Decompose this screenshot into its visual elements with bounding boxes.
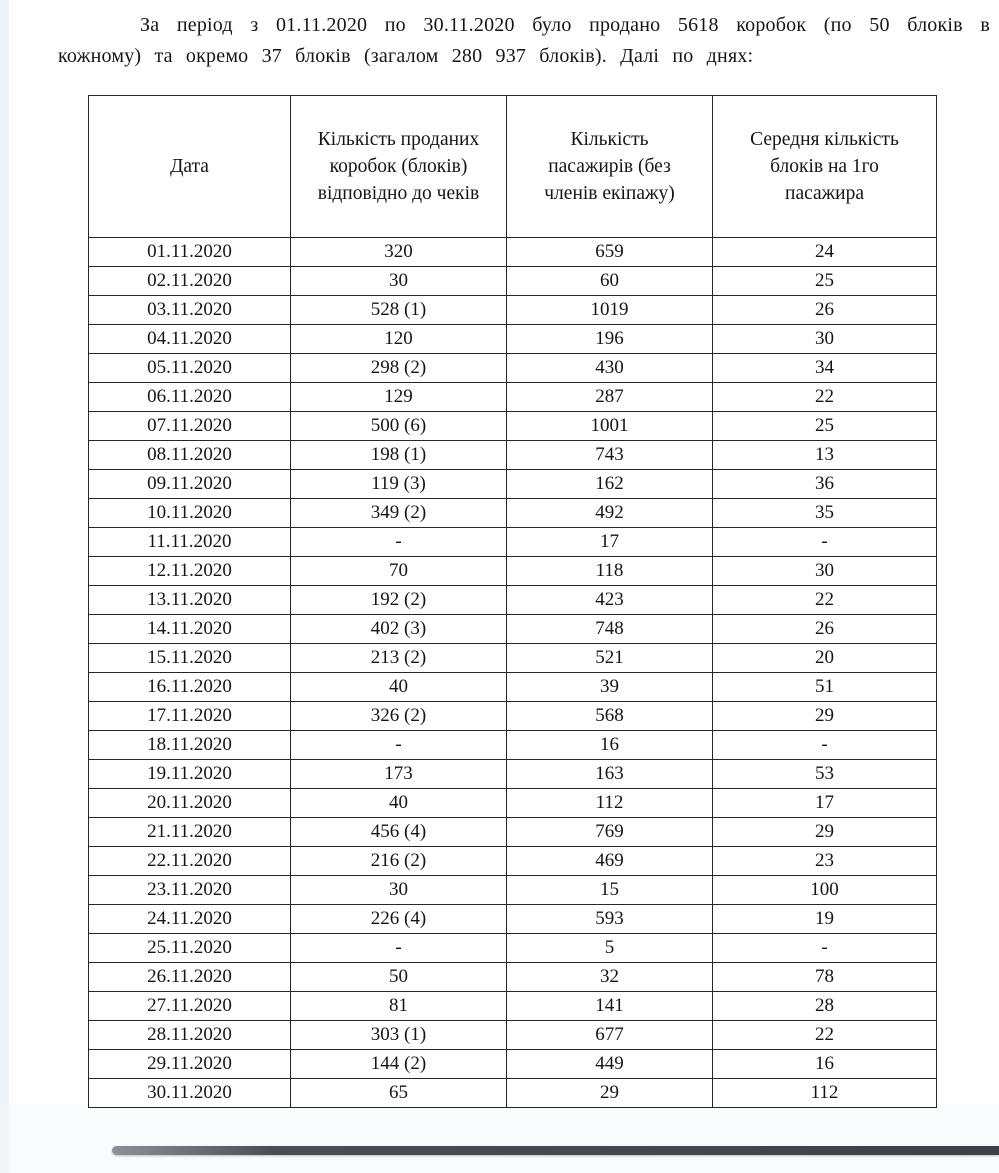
table-body (89, 238, 937, 1108)
table-row (89, 383, 937, 412)
boxes-cell: - (291, 528, 507, 557)
header-passengers: Кількість пасажирів (без членів екіпажу) (507, 96, 713, 238)
passengers-cell: 769 (507, 818, 713, 847)
boxes-cell: 213 (2) (291, 644, 507, 673)
header-boxes-sold: Кількість проданих коробок (блоків) відповідно до чеків (291, 96, 507, 238)
passengers-cell: 5 (507, 934, 713, 963)
avg-cell: 23 (713, 847, 937, 876)
avg-cell: 25 (713, 412, 937, 441)
date-cell: 10.11.2020 (89, 499, 291, 528)
avg-cell: 30 (713, 325, 937, 354)
boxes-cell: 216 (2) (291, 847, 507, 876)
boxes-cell: 40 (291, 789, 507, 818)
date-cell: 02.11.2020 (89, 267, 291, 296)
date-cell: 07.11.2020 (89, 412, 291, 441)
date-cell: 28.11.2020 (89, 1021, 291, 1050)
table-row (89, 325, 937, 354)
boxes-cell: 120 (291, 325, 507, 354)
passengers-cell: 15 (507, 876, 713, 905)
date-cell: 18.11.2020 (89, 731, 291, 760)
avg-cell: 28 (713, 992, 937, 1021)
date-cell: 14.11.2020 (89, 615, 291, 644)
table-row (89, 528, 937, 557)
passengers-cell: 29 (507, 1079, 713, 1108)
boxes-cell: 30 (291, 267, 507, 296)
passengers-cell: 287 (507, 383, 713, 412)
boxes-cell: 298 (2) (291, 354, 507, 383)
avg-cell: 100 (713, 876, 937, 905)
scan-edge-bar-artifact (112, 1146, 999, 1155)
boxes-cell: 40 (291, 673, 507, 702)
table-row (89, 296, 937, 325)
table-row (89, 644, 937, 673)
date-cell: 03.11.2020 (89, 296, 291, 325)
passengers-cell: 32 (507, 963, 713, 992)
passengers-cell: 521 (507, 644, 713, 673)
table-row (89, 412, 937, 441)
avg-cell: 16 (713, 1050, 937, 1079)
boxes-cell: - (291, 731, 507, 760)
table-row (89, 499, 937, 528)
passengers-cell: 141 (507, 992, 713, 1021)
passengers-cell: 39 (507, 673, 713, 702)
date-cell: 20.11.2020 (89, 789, 291, 818)
table-row (89, 673, 937, 702)
passengers-cell: 492 (507, 499, 713, 528)
intro-paragraph: За період з 01.11.2020 по 30.11.2020 було продано 5618 коробок (по 50 блоків в кожному) та окремо 37 блоків (загалом 280 937 блоків). Далі по днях: (58, 14, 990, 67)
avg-cell: - (713, 731, 937, 760)
avg-cell: 19 (713, 905, 937, 934)
avg-cell: 20 (713, 644, 937, 673)
passengers-cell: 196 (507, 325, 713, 354)
passengers-cell: 743 (507, 441, 713, 470)
date-cell: 06.11.2020 (89, 383, 291, 412)
table-row (89, 1050, 937, 1079)
date-cell: 13.11.2020 (89, 586, 291, 615)
boxes-cell: 50 (291, 963, 507, 992)
passengers-cell: 17 (507, 528, 713, 557)
date-cell: 25.11.2020 (89, 934, 291, 963)
table-row (89, 470, 937, 499)
table-row (89, 702, 937, 731)
boxes-cell: 198 (1) (291, 441, 507, 470)
boxes-cell: 70 (291, 557, 507, 586)
table-row (89, 876, 937, 905)
boxes-cell: 173 (291, 760, 507, 789)
avg-cell: 34 (713, 354, 937, 383)
table-row (89, 354, 937, 383)
passengers-cell: 469 (507, 847, 713, 876)
avg-cell: 22 (713, 1021, 937, 1050)
passengers-cell: 677 (507, 1021, 713, 1050)
avg-cell: 35 (713, 499, 937, 528)
date-cell: 21.11.2020 (89, 818, 291, 847)
passengers-cell: 430 (507, 354, 713, 383)
boxes-cell: 65 (291, 1079, 507, 1108)
header-average-per-passenger: Середня кількість блоків на 1го пасажира (713, 96, 937, 238)
date-cell: 22.11.2020 (89, 847, 291, 876)
passengers-cell: 593 (507, 905, 713, 934)
passengers-cell: 118 (507, 557, 713, 586)
date-cell: 17.11.2020 (89, 702, 291, 731)
boxes-cell: 326 (2) (291, 702, 507, 731)
passengers-cell: 60 (507, 267, 713, 296)
table-row (89, 818, 937, 847)
passengers-cell: 162 (507, 470, 713, 499)
boxes-cell: - (291, 934, 507, 963)
passengers-cell: 112 (507, 789, 713, 818)
avg-cell: 22 (713, 586, 937, 615)
avg-cell: 24 (713, 238, 937, 267)
boxes-cell: 528 (1) (291, 296, 507, 325)
avg-cell: 78 (713, 963, 937, 992)
boxes-cell: 320 (291, 238, 507, 267)
boxes-cell: 500 (6) (291, 412, 507, 441)
table-row (89, 760, 937, 789)
table-row (89, 615, 937, 644)
table-header (89, 96, 937, 238)
header-row (89, 96, 937, 238)
table-row (89, 267, 937, 296)
avg-cell: 26 (713, 296, 937, 325)
date-cell: 30.11.2020 (89, 1079, 291, 1108)
passengers-cell: 568 (507, 702, 713, 731)
table-row (89, 847, 937, 876)
boxes-cell: 349 (2) (291, 499, 507, 528)
passengers-cell: 423 (507, 586, 713, 615)
passengers-cell: 748 (507, 615, 713, 644)
avg-cell: - (713, 934, 937, 963)
header-date: Дата (89, 96, 291, 238)
avg-cell: 29 (713, 702, 937, 731)
table-row (89, 1021, 937, 1050)
date-cell: 12.11.2020 (89, 557, 291, 586)
passengers-cell: 449 (507, 1050, 713, 1079)
date-cell: 23.11.2020 (89, 876, 291, 905)
date-cell: 05.11.2020 (89, 354, 291, 383)
table-row (89, 934, 937, 963)
daily-sales-table (88, 95, 937, 1108)
boxes-cell: 30 (291, 876, 507, 905)
date-cell: 11.11.2020 (89, 528, 291, 557)
date-cell: 24.11.2020 (89, 905, 291, 934)
boxes-cell: 81 (291, 992, 507, 1021)
date-cell: 15.11.2020 (89, 644, 291, 673)
passengers-cell: 1019 (507, 296, 713, 325)
boxes-cell: 226 (4) (291, 905, 507, 934)
passengers-cell: 163 (507, 760, 713, 789)
table-row (89, 963, 937, 992)
avg-cell: 51 (713, 673, 937, 702)
avg-cell: 13 (713, 441, 937, 470)
boxes-cell: 303 (1) (291, 1021, 507, 1050)
avg-cell: 30 (713, 557, 937, 586)
date-cell: 19.11.2020 (89, 760, 291, 789)
passengers-cell: 1001 (507, 412, 713, 441)
avg-cell: 53 (713, 760, 937, 789)
table-row (89, 1079, 937, 1108)
avg-cell: 26 (713, 615, 937, 644)
date-cell: 08.11.2020 (89, 441, 291, 470)
table-row (89, 992, 937, 1021)
table-row (89, 586, 937, 615)
passengers-cell: 16 (507, 731, 713, 760)
date-cell: 27.11.2020 (89, 992, 291, 1021)
avg-cell: 112 (713, 1079, 937, 1108)
avg-cell: 25 (713, 267, 937, 296)
passengers-cell: 659 (507, 238, 713, 267)
boxes-cell: 119 (3) (291, 470, 507, 499)
table-row (89, 557, 937, 586)
avg-cell: 36 (713, 470, 937, 499)
table-row (89, 238, 937, 267)
date-cell: 04.11.2020 (89, 325, 291, 354)
boxes-cell: 129 (291, 383, 507, 412)
avg-cell: 29 (713, 818, 937, 847)
table-row (89, 731, 937, 760)
date-cell: 16.11.2020 (89, 673, 291, 702)
avg-cell: - (713, 528, 937, 557)
table-row (89, 905, 937, 934)
boxes-cell: 144 (2) (291, 1050, 507, 1079)
boxes-cell: 402 (3) (291, 615, 507, 644)
table-row (89, 441, 937, 470)
date-cell: 01.11.2020 (89, 238, 291, 267)
avg-cell: 17 (713, 789, 937, 818)
date-cell: 29.11.2020 (89, 1050, 291, 1079)
avg-cell: 22 (713, 383, 937, 412)
date-cell: 26.11.2020 (89, 963, 291, 992)
table-row (89, 789, 937, 818)
boxes-cell: 192 (2) (291, 586, 507, 615)
date-cell: 09.11.2020 (89, 470, 291, 499)
boxes-cell: 456 (4) (291, 818, 507, 847)
